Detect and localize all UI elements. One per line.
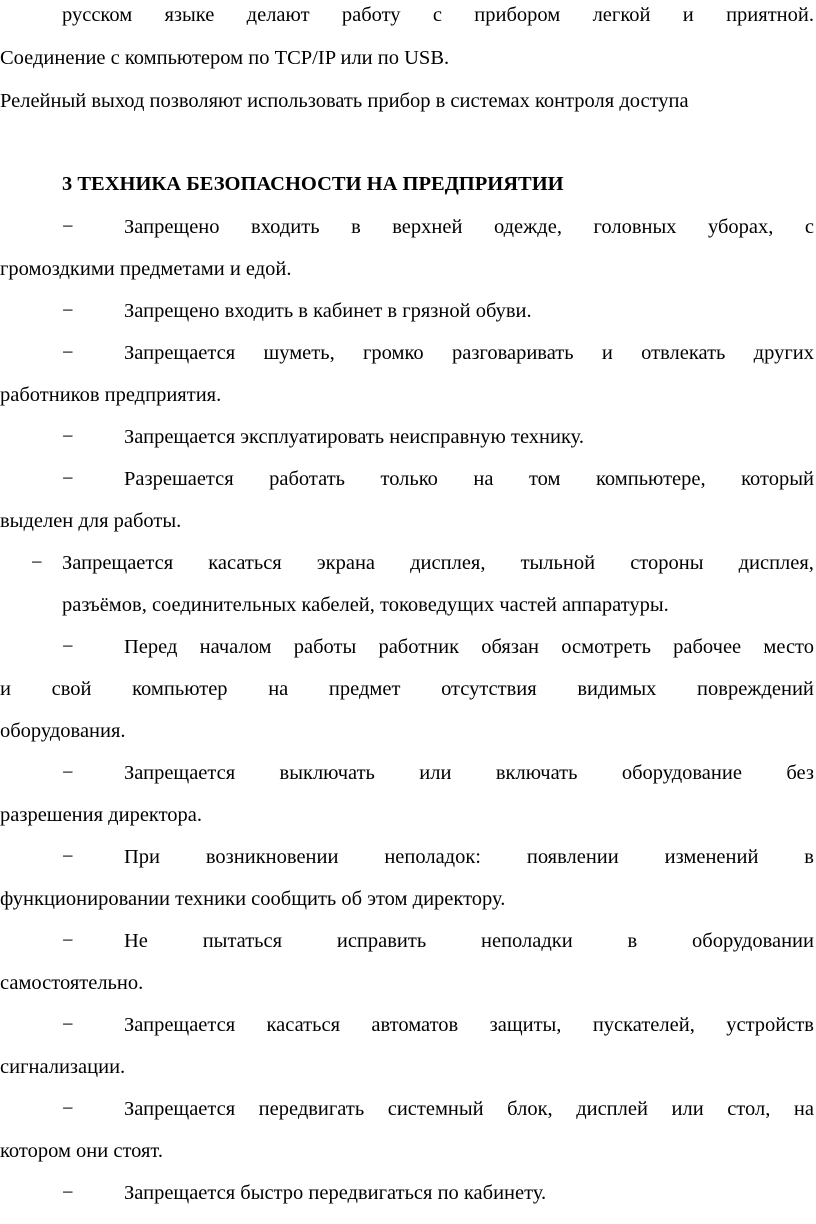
word: делают: [246, 4, 310, 26]
word: компьютере,: [595, 468, 706, 490]
word: Перед: [124, 636, 178, 658]
word: уборах,: [708, 216, 774, 238]
intro-line-2: Соединение с компьютером по TCP/IP или по USB.: [0, 47, 450, 69]
word: на: [268, 678, 289, 700]
word: том: [528, 468, 561, 490]
word: При: [124, 846, 161, 868]
word: приятной.: [726, 4, 814, 26]
word: устройств: [726, 1014, 814, 1036]
word: на: [793, 1098, 814, 1120]
word: защиты,: [489, 1014, 562, 1036]
rule-3-dash: −: [62, 342, 74, 364]
word: или: [419, 762, 452, 784]
rule-1-dash: −: [62, 216, 74, 238]
rule-10-line-2: самостоятельно.: [0, 972, 144, 994]
word: Запрещается: [124, 1014, 236, 1036]
word: в: [627, 930, 638, 952]
word: выключать: [279, 762, 375, 784]
word: касаться: [266, 1014, 341, 1036]
word: началом: [199, 636, 272, 658]
word: в: [351, 216, 361, 238]
word: или: [671, 1098, 704, 1120]
word: исправить: [336, 930, 427, 952]
word: дисплея,: [410, 552, 486, 574]
word: отвлекать: [641, 342, 726, 364]
word: на: [473, 468, 494, 490]
word: с: [432, 4, 442, 26]
word: рабочее: [673, 636, 742, 658]
word: Запрещается: [124, 342, 236, 364]
word: Разрешается: [124, 468, 234, 490]
word: обязан: [481, 636, 540, 658]
word: только: [380, 468, 438, 490]
word: громко: [363, 342, 424, 364]
word: Запрещается: [124, 762, 236, 784]
word: стороны: [630, 552, 704, 574]
rule-12-line-1: [124, 1092, 814, 1126]
word: Не: [124, 930, 148, 952]
word: верхней: [392, 216, 463, 238]
word: работы: [293, 636, 357, 658]
rule-7-line-1: [124, 630, 814, 664]
rule-1-line-1: [124, 210, 814, 244]
word: тыльной: [520, 552, 596, 574]
rule-12-dash: −: [62, 1098, 74, 1120]
word: одежде,: [493, 216, 562, 238]
word: разговаривать: [451, 342, 574, 364]
rule-1-line-2: громоздкими предметами и едой.: [0, 258, 292, 280]
section-heading: 3 ТЕХНИКА БЕЗОПАСНОСТИ НА ПРЕДПРИЯТИИ: [62, 173, 564, 195]
word: стол,: [727, 1098, 771, 1120]
rule-3-line-2: работников предприятия.: [0, 384, 222, 406]
word: в: [804, 846, 814, 868]
word: место: [763, 636, 814, 658]
word: появлении: [526, 846, 619, 868]
intro-line-3: Релейный выход позволяют использовать прибор в системах контроля доступа: [0, 90, 689, 112]
rule-3-line-1: [124, 336, 814, 370]
word: неполадок:: [384, 846, 481, 868]
word: блок,: [507, 1098, 553, 1120]
word: свой: [51, 678, 92, 700]
rule-10-dash: −: [62, 930, 74, 952]
rule-13-line-1: Запрещается быстро передвигаться по кабинету.: [124, 1182, 547, 1204]
rule-7-dash: −: [62, 636, 74, 658]
word: легкой: [592, 4, 651, 26]
word: шуметь,: [263, 342, 335, 364]
word: дисплей: [576, 1098, 648, 1120]
word: оборудовании: [692, 930, 814, 952]
rule-9-dash: −: [62, 846, 74, 868]
rule-4-line-1: Запрещается эксплуатировать неисправную технику.: [124, 426, 584, 448]
rule-2-dash: −: [62, 300, 74, 322]
rule-10-line-1: [124, 924, 814, 958]
word: и: [0, 678, 11, 700]
rule-11-line-1: [124, 1008, 814, 1042]
word: осмотреть: [561, 636, 651, 658]
rule-13-dash: −: [62, 1182, 74, 1204]
rule-5-line-2: выделен для работы.: [0, 510, 182, 532]
word: неполадки: [481, 930, 573, 952]
word: экрана: [316, 552, 376, 574]
word: передвигать: [258, 1098, 365, 1120]
word: компьютер: [132, 678, 228, 700]
word: русском: [62, 4, 133, 26]
rule-2-line-1: Запрещено входить в кабинет в грязной обуви.: [124, 300, 532, 322]
rule-8-line-2: разрешения директора.: [0, 804, 203, 826]
word: Запрещено: [124, 216, 220, 238]
word: возникновении: [205, 846, 339, 868]
rule-5-line-1: [124, 462, 814, 496]
word: включать: [495, 762, 578, 784]
word: дисплея,: [738, 552, 814, 574]
word: оборудование: [621, 762, 742, 784]
word: и: [601, 342, 613, 364]
rule-8-line-1: [124, 756, 814, 790]
word: предмет: [328, 678, 401, 700]
word: работать: [269, 468, 346, 490]
word: входить: [251, 216, 320, 238]
word: пытаться: [202, 930, 283, 952]
rule-6-dash: −: [31, 552, 43, 574]
intro-line-1: [62, 0, 814, 32]
rule-7-line-3: оборудования.: [0, 720, 126, 742]
word: работу: [341, 4, 401, 26]
word: отсутствия: [441, 678, 537, 700]
rule-6-line-1: [62, 546, 814, 580]
word: системный: [387, 1098, 484, 1120]
rule-6-line-2: разъёмов, соединительных кабелей, токоведущих частей аппаратуры.: [62, 594, 669, 616]
word: прибором: [474, 4, 561, 26]
rule-11-line-2: сигнализации.: [0, 1056, 126, 1078]
rule-4-dash: −: [62, 426, 74, 448]
rule-9-line-1: [124, 840, 814, 874]
rule-8-dash: −: [62, 762, 74, 784]
word: языке: [164, 4, 215, 26]
word: головных: [593, 216, 677, 238]
word: автоматов: [371, 1014, 459, 1036]
word: пускателей,: [592, 1014, 695, 1036]
word: с: [804, 216, 814, 238]
word: работник: [378, 636, 460, 658]
word: видимых: [577, 678, 657, 700]
word: Запрещается: [62, 552, 174, 574]
word: без: [786, 762, 814, 784]
rule-12-line-2: котором они стоят.: [0, 1140, 163, 1162]
word: и: [682, 4, 694, 26]
rule-7-line-2: [0, 672, 814, 706]
rule-11-dash: −: [62, 1014, 74, 1036]
word: изменений: [664, 846, 759, 868]
word: повреждений: [697, 678, 814, 700]
word: который: [741, 468, 814, 490]
rule-9-line-2: функционировании техники сообщить об этом директору.: [0, 888, 506, 910]
rule-5-dash: −: [62, 468, 74, 490]
word: Запрещается: [124, 1098, 236, 1120]
word: касаться: [208, 552, 282, 574]
word: других: [753, 342, 814, 364]
